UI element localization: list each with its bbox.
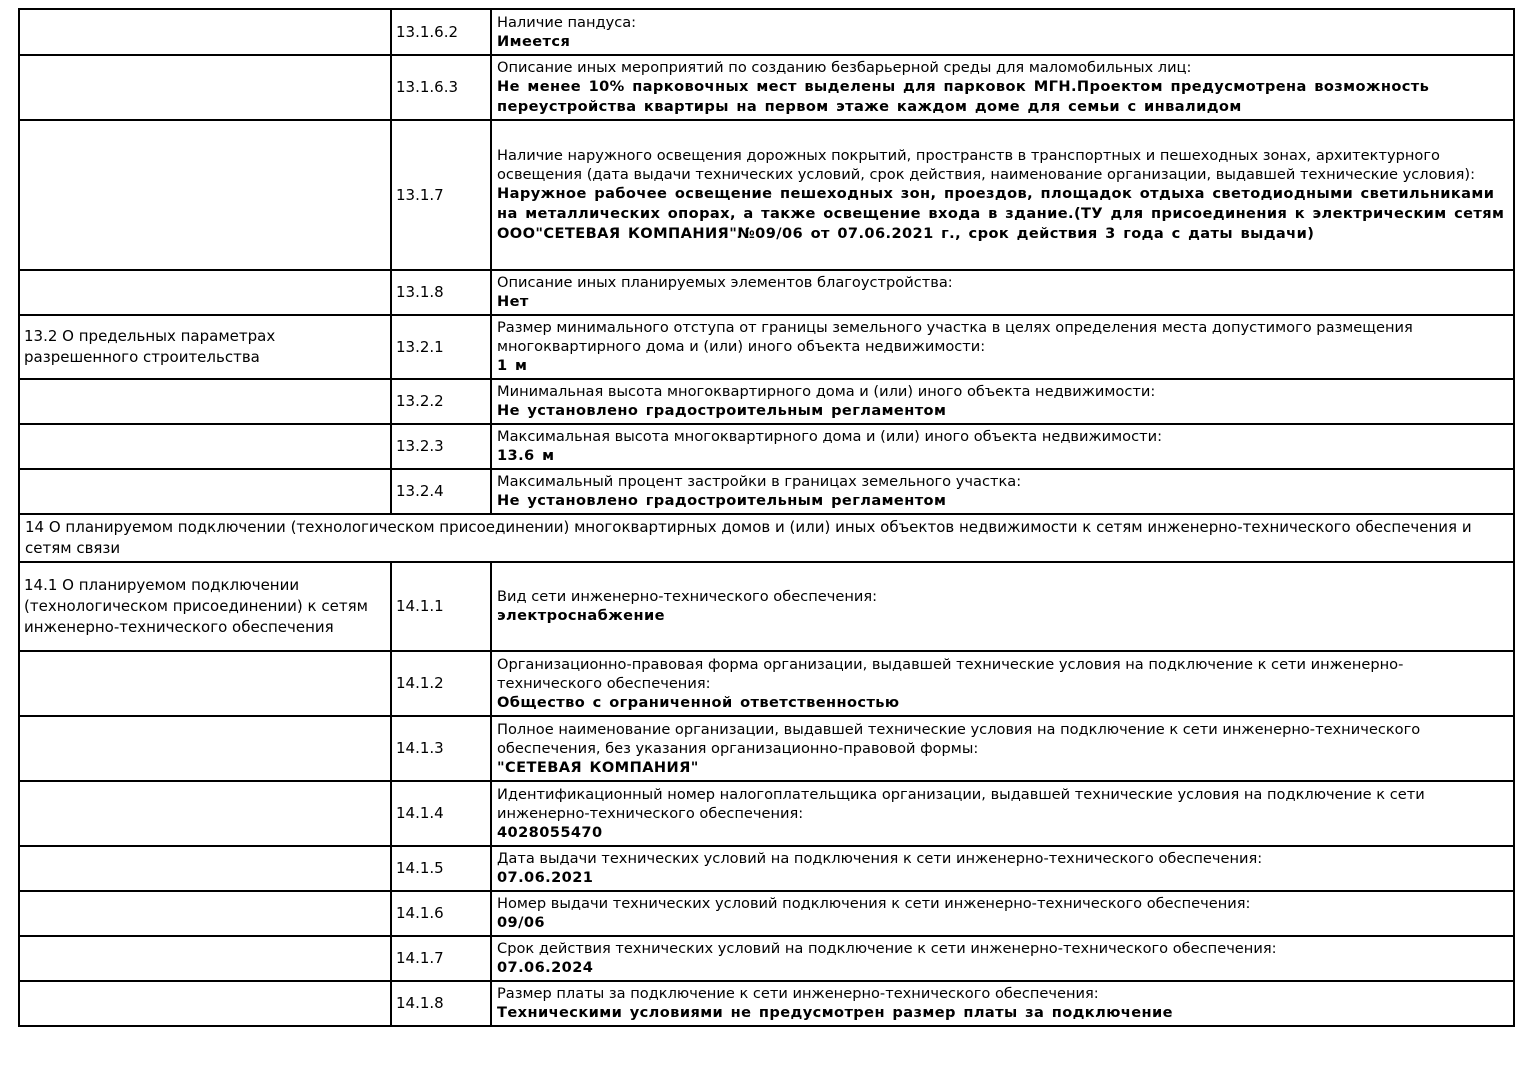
section-cell — [19, 936, 391, 981]
item-label: Размер платы за подключение к сети инженерно-технического обеспечения: — [497, 985, 1099, 1002]
item-value: 13.6 м — [497, 447, 555, 464]
table-row — [19, 9, 1514, 55]
item-label: Минимальная высота многоквартирного дома и (или) иного объекта недвижимости: — [497, 383, 1156, 400]
section-cell — [19, 891, 391, 936]
item-number: 14.1.5 — [391, 846, 491, 891]
item-value: 1 м — [497, 357, 528, 374]
item-value: 09/06 — [497, 914, 545, 931]
table-row — [19, 469, 1514, 514]
table-row — [19, 936, 1514, 981]
table-row — [19, 846, 1514, 891]
section-cell — [19, 716, 391, 781]
table-row — [19, 781, 1514, 846]
item-number: 14.1.2 — [391, 651, 491, 716]
item-value: Не менее 10% парковочных мест выделены для парковок МГН.Проектом предусмотрена возможность переустройства квартиры на первом этаже каждом доме для семьи с инвалидом — [497, 78, 1430, 115]
table-row — [19, 981, 1514, 1026]
item-number: 13.1.6.2 — [391, 9, 491, 55]
item-value: 07.06.2024 — [497, 959, 594, 976]
item-number: 14.1.8 — [391, 981, 491, 1026]
table-row — [19, 891, 1514, 936]
item-value: Не установлено градостроительным регламентом — [497, 492, 947, 509]
item-label: Описание иных планируемых элементов благоустройства: — [497, 274, 953, 291]
item-value: Имеется — [497, 32, 571, 50]
table-row — [19, 424, 1514, 469]
item-number: 14.1.6 — [391, 891, 491, 936]
table-row — [19, 562, 1514, 651]
item-value: Нет — [497, 293, 529, 310]
section-cell — [19, 120, 391, 270]
item-number: 14.1.7 — [391, 936, 491, 981]
item-label: Идентификационный номер налогоплательщика организации, выдавшей технические условия на подключение к сети инженерно-технического обеспечения: — [497, 785, 1425, 822]
item-value: "СЕТЕВАЯ КОМПАНИЯ" — [497, 758, 699, 776]
item-value: 4028055470 — [497, 823, 603, 841]
item-number: 14.1.4 — [391, 781, 491, 846]
table-row — [19, 55, 1514, 120]
item-number: 14.1.1 — [391, 562, 491, 651]
item-value: Не установлено градостроительным регламентом — [497, 402, 947, 419]
section-cell — [19, 846, 391, 891]
table-row — [19, 651, 1514, 716]
item-value: электроснабжение — [497, 607, 665, 624]
item-label: Наличие наружного освещения дорожных покрытий, пространств в транспортных и пешеходных зонах, архитектурного освещения (дата выдачи технических условий, срок действия, наименование организации, выдавшей технические условия): — [497, 147, 1476, 183]
item-label: Номер выдачи технических условий подключения к сети инженерно-технического обеспечения: — [497, 895, 1251, 912]
table-row — [19, 379, 1514, 424]
table-row — [19, 270, 1514, 315]
item-number: 13.2.3 — [391, 424, 491, 469]
section-14-title: 14 О планируемом подключении (технологическом присоединении) многоквартирных домов и (или) иных объектов недвижимости к сетям инженерно-технического обеспечения и сетям связи — [19, 514, 1514, 562]
item-label: Организационно-правовая форма организации, выдавшей технические условия на подключение к сети инженерно-технического обеспечения: — [497, 655, 1404, 692]
item-label: Описание иных мероприятий по созданию безбарьерной среды для маломобильных лиц: — [497, 59, 1192, 76]
section-cell — [19, 379, 391, 424]
item-label: Максимальный процент застройки в границах земельного участка: — [497, 473, 1022, 490]
section-cell — [19, 9, 391, 55]
item-label: Вид сети инженерно-технического обеспечения: — [497, 588, 878, 605]
item-label: Полное наименование организации, выдавшей технические условия на подключение к сети инженерно-технического обеспечения, без указания организационно-правовой формы: — [497, 720, 1421, 757]
item-number: 13.1.6.3 — [391, 55, 491, 120]
item-value: Общество с ограниченной ответственностью — [497, 693, 900, 711]
section-cell — [19, 424, 391, 469]
section-cell — [19, 781, 391, 846]
item-label: Дата выдачи технических условий на подключения к сети инженерно-технического обеспечения: — [497, 850, 1263, 867]
item-number: 13.2.2 — [391, 379, 491, 424]
section-14-header-row — [19, 514, 1514, 562]
item-value: Наружное рабочее освещение пешеходных зон, проездов, площадок отдыха светодиодными светильниками на металлических опорах, а также освещение входа в здание.(ТУ для присоединения к электрическим сетям ООО"СЕТЕВАЯ КОМПАНИЯ"№09/06 от 07.06.2021 г., срок действия 3 года с даты выдачи) — [497, 185, 1505, 242]
project-declaration-table — [18, 8, 1515, 1027]
section-cell: 13.2 О предельных параметрах разрешенного строительства — [19, 315, 391, 379]
table-row — [19, 120, 1514, 270]
section-cell — [19, 55, 391, 120]
item-value: Техническими условиями не предусмотрен размер платы за подключение — [497, 1004, 1173, 1021]
item-label: Наличие пандуса: — [497, 13, 637, 31]
item-number: 13.1.8 — [391, 270, 491, 315]
item-label: Размер минимального отступа от границы земельного участка в целях определения места допустимого размещения многоквартирного дома и (или) иного объекта недвижимости: — [497, 319, 1413, 355]
item-number: 14.1.3 — [391, 716, 491, 781]
item-label: Максимальная высота многоквартирного дома и (или) иного объекта недвижимости: — [497, 428, 1163, 445]
section-cell: 14.1 О планируемом подключении (технологическом присоединении) к сетям инженерно-технического обеспечения — [19, 562, 391, 651]
section-cell — [19, 651, 391, 716]
table-row — [19, 315, 1514, 379]
section-cell — [19, 981, 391, 1026]
item-number: 13.1.7 — [391, 120, 491, 270]
section-cell — [19, 270, 391, 315]
item-label: Срок действия технических условий на подключение к сети инженерно-технического обеспечения: — [497, 940, 1277, 957]
item-number: 13.2.4 — [391, 469, 491, 514]
item-number: 13.2.1 — [391, 315, 491, 379]
section-cell — [19, 469, 391, 514]
table-row — [19, 716, 1514, 781]
item-value: 07.06.2021 — [497, 869, 594, 886]
